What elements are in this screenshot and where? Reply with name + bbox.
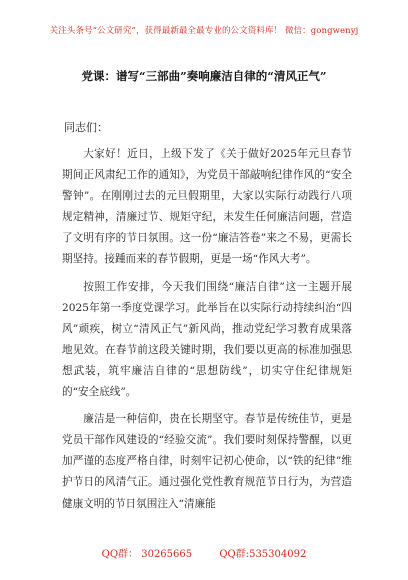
paragraph-1: 大家好！近日，上级下发了《关于做好2025年元旦春节期间正风肃纪工作的通知》，为党员干部敲响纪律作风的“安全警钟”。在刚刚过去的元旦假期里，大家以实际行动践行八项规定精神，清廉过节、规矩守纪，未发生任何廉洁问题，营造了文明有序的节日氛围。这一份“廉洁答卷”来之不易，更需长期坚持。接踵而来的春节假期，更是一场“作风大考”。 <box>62 148 352 266</box>
footer-qq-group-2: QQ群:535304092 <box>219 549 307 560</box>
salutation: 同志们： <box>64 121 108 134</box>
paragraph-2: 按照工作安排，今天我们围绕“廉洁自律”这一主题开展2025年第一季度党课学习。此举旨在以实际行动持续纠治“四风”顽疾，树立“清风正气”新风尚，推动党纪学习教育成果落地见效。在春节前这段关键时期，我们要以更高的标准加强思想武装，筑牢廉洁自律的“思想防线”，切实守住纪律规矩的“安全底线”。 <box>62 280 352 399</box>
footer-qq-group-1: QQ群： 30265665 <box>101 549 193 560</box>
paragraph-3: 廉洁是一种信仰，贵在长期坚守。春节是传统佳节，更是党员干部作风建设的“经验交流”。我们要时刻保持警醒，以更加严谨的态度严格自律，时刻牢记初心使命，以“铁的纪律”维护节日的风清气正。通过强化党性教育规范节日行为，为营造健康文明的节日氛围注入“清廉能 <box>62 413 352 510</box>
document-title: 党课：谱写“三部曲”奏响廉洁自律的“清风正气” <box>81 69 327 83</box>
document-body <box>62 144 352 521</box>
footer <box>0 545 408 560</box>
header-promo-note: 关注头条号“公文研究”，获得最新最全最专业的公文资料库！ 微信：gongwenyj <box>49 26 359 36</box>
